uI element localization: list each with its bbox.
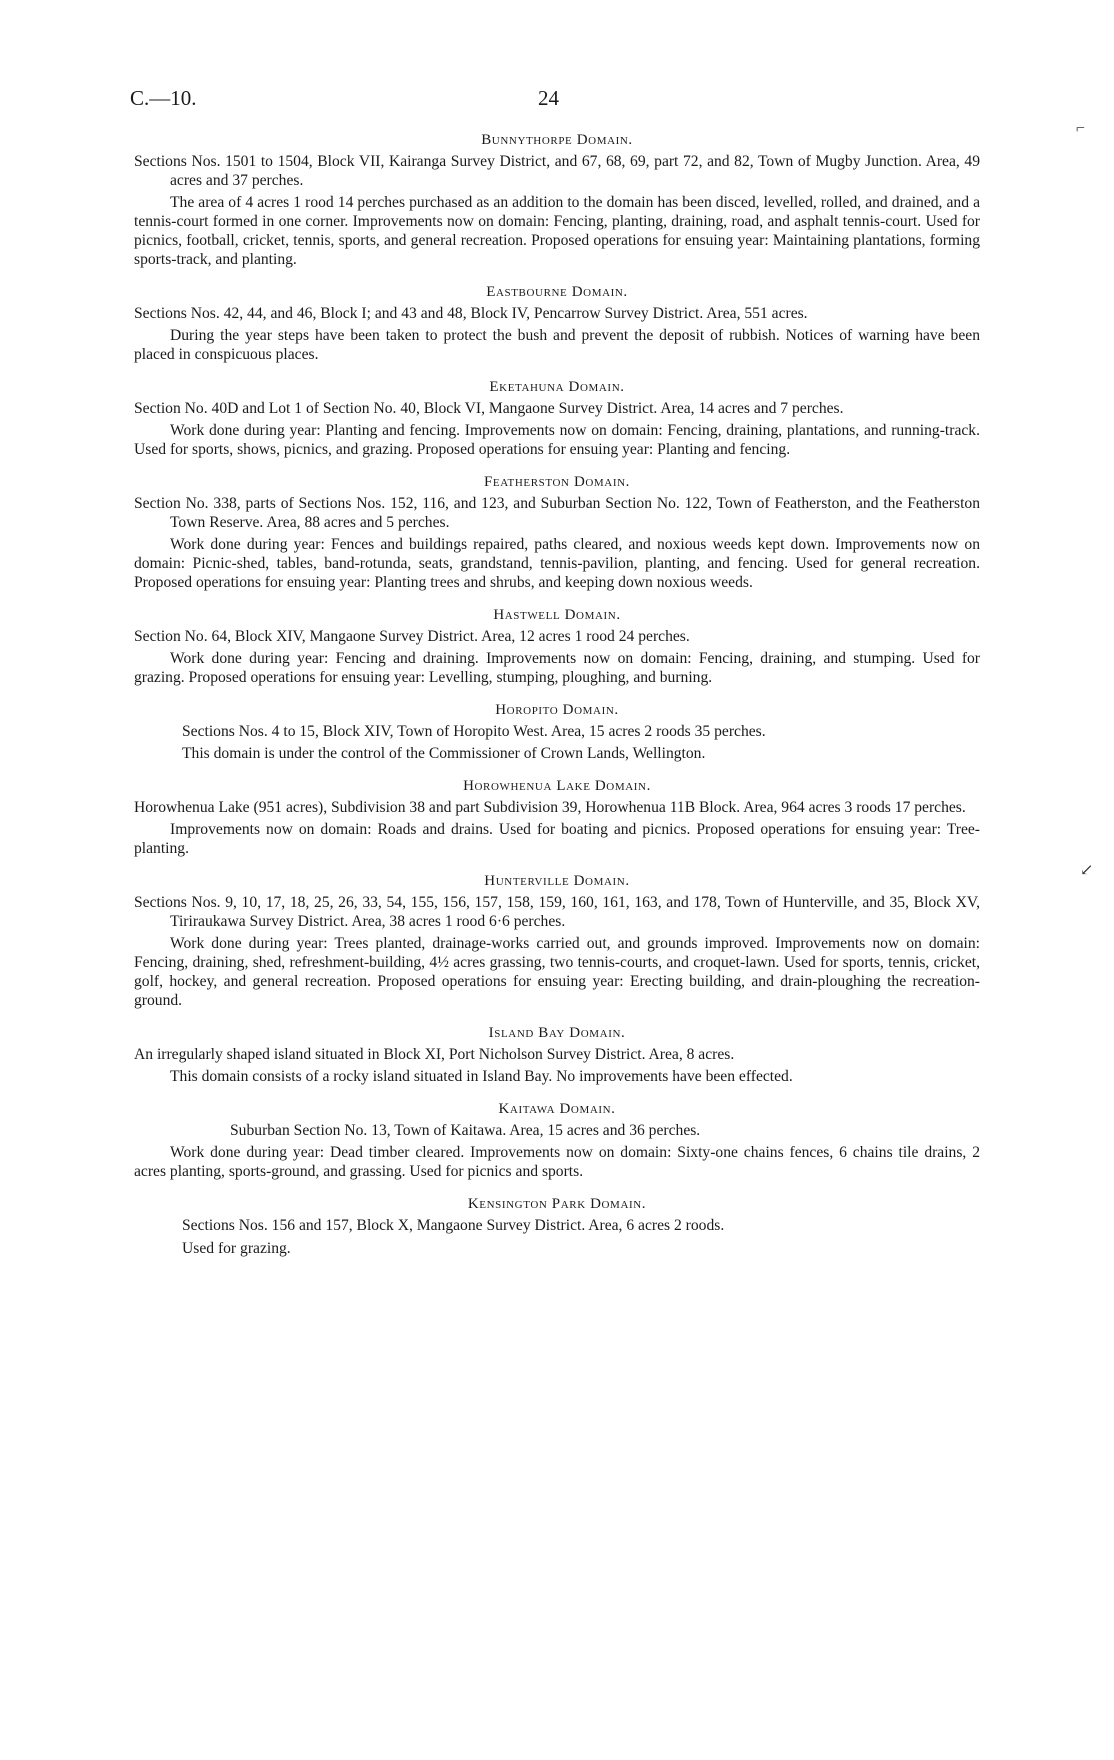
section-title: Kensington Park Domain. bbox=[467, 1196, 647, 1212]
section-description: Sections Nos. 9, 10, 17, 18, 25, 26, 33, 54, 155, 156, 157, 158, 159, 160, 161, 163, and 178, Town of Hunterville, and 35, Block XV, Tiriraukawa Survey District. Area, 38 acres 1 rood 6·6 perches. bbox=[134, 894, 980, 930]
domain-section-horowhenua-lake bbox=[134, 778, 980, 858]
document-reference: C.—10. bbox=[130, 86, 197, 110]
section-body: During the year steps have been taken to protect the bush and prevent the deposit of rubbish. Notices of warning have been placed in conspicuous places. bbox=[134, 327, 980, 363]
section-body: Work done during year: Planting and fencing. Improvements now on domain: Fencing, draining, plantations, and running-track. Used for sports, shows, picnics, and grazing. Proposed operations for ensuing year: Planting and fencing. bbox=[134, 422, 980, 458]
section-title: Island Bay Domain. bbox=[488, 1025, 626, 1041]
domain-section-bunnythorpe bbox=[134, 132, 980, 269]
page-header bbox=[130, 86, 982, 116]
section-body: Work done during year: Fences and buildings repaired, paths cleared, and noxious weeds kept down. Improvements now on domain: Picnic-shed, tables, band-rotunda, seats, grandstand, tennis-pavilion, planting, and fencing. Used for general recreation. Proposed operations for ensuing year: Planting trees and shrubs, and keeping down noxious weeds. bbox=[134, 536, 980, 591]
domain-section-eastbourne bbox=[134, 284, 980, 364]
section-title: Featherston Domain. bbox=[483, 474, 631, 490]
section-body: Improvements now on domain: Roads and drains. Used for boating and picnics. Proposed operations for ensuing year: Tree-planting. bbox=[134, 821, 980, 857]
section-title: Hastwell Domain. bbox=[493, 607, 621, 623]
domain-section-horopito bbox=[134, 702, 980, 763]
section-title: Bunnythorpe Domain. bbox=[481, 132, 633, 148]
domain-section-featherston bbox=[134, 474, 980, 592]
section-title: Eketahuna Domain. bbox=[489, 379, 625, 395]
section-title: Horopito Domain. bbox=[495, 702, 619, 718]
page-number: 24 bbox=[538, 86, 559, 110]
section-description: Horowhenua Lake (951 acres), Subdivision 38 and part Subdivision 39, Horowhenua 11B Block. Area, 964 acres 3 roods 17 perches. bbox=[134, 799, 966, 816]
margin-mark: ⌐ bbox=[1076, 120, 1086, 137]
domain-section-hastwell bbox=[134, 607, 980, 687]
section-description: Section No. 338, parts of Sections Nos. 152, 116, and 123, and Suburban Section No. 122, Town of Featherston, and the Featherston Town Reserve. Area, 88 acres and 5 perches. bbox=[134, 495, 980, 531]
domain-section-island-bay bbox=[134, 1025, 980, 1086]
section-description: Section No. 64, Block XIV, Mangaone Survey District. Area, 12 acres 1 rood 24 perches. bbox=[134, 628, 690, 645]
section-description: Sections Nos. 1501 to 1504, Block VII, Kairanga Survey District, and 67, 68, 69, part 72, and 82, Town of Mugby Junction. Area, 49 acres and 37 perches. bbox=[134, 153, 980, 189]
section-title: Horowhenua Lake Domain. bbox=[463, 778, 651, 794]
domain-entries bbox=[134, 132, 980, 1273]
domain-section-eketahuna bbox=[134, 379, 980, 459]
section-body: The area of 4 acres 1 rood 14 perches purchased as an addition to the domain has been disced, levelled, rolled, and drained, and a tennis-court formed in one corner. Improvements now on domain: Fencing, planting, draining, road, and asphalt tennis-court. Used for picnics, football, cricket, tennis, sports, and general recreation. Proposed operations for ensuing year: Maintaining plantations, forming sports-track, and planting. bbox=[134, 194, 980, 268]
section-body: Work done during year: Trees planted, drainage-works carried out, and grounds improved. Improvements now on domain: Fencing, draining, shed, refreshment-building, 4½ acres grassing, two tennis-courts, and croquet-lawn. Used for sports, tennis, cricket, golf, hockey, and general recreation. Proposed operations for ensuing year: Erecting building, and drain-ploughing the recreation-ground. bbox=[134, 935, 980, 1009]
domain-section-hunterville bbox=[134, 873, 980, 1010]
section-body: Work done during year: Dead timber cleared. Improvements now on domain: Sixty-one chains fences, 6 chains tile drains, 2 acres planting, sports-ground, and grassing. Used for picnics and sports. bbox=[134, 1144, 980, 1180]
section-title: Hunterville Domain. bbox=[484, 873, 630, 889]
section-title: Eastbourne Domain. bbox=[486, 284, 628, 300]
section-description: Sections Nos. 42, 44, and 46, Block I; and 43 and 48, Block IV, Pencarrow Survey District. Area, 551 acres. bbox=[134, 305, 808, 322]
domain-section-kensington-park bbox=[134, 1196, 980, 1258]
section-description: Suburban Section No. 13, Town of Kaitawa. Area, 15 acres and 36 perches. bbox=[230, 1122, 701, 1139]
section-description: An irregularly shaped island situated in Block XI, Port Nicholson Survey District. Area, 8 acres. bbox=[134, 1046, 735, 1063]
domain-section-kaitawa bbox=[134, 1101, 980, 1181]
section-description: Sections Nos. 156 and 157, Block X, Mangaone Survey District. Area, 6 acres 2 roods. bbox=[182, 1217, 725, 1234]
section-body: This domain consists of a rocky island situated in Island Bay. No improvements have been effected. bbox=[170, 1068, 793, 1085]
section-description: Sections Nos. 4 to 15, Block XIV, Town of Horopito West. Area, 15 acres 2 roods 35 perches. bbox=[182, 723, 766, 740]
section-description: Section No. 40D and Lot 1 of Section No. 40, Block VI, Mangaone Survey District. Area, 14 acres and 7 perches. bbox=[134, 400, 844, 417]
section-title: Kaitawa Domain. bbox=[498, 1101, 616, 1117]
margin-mark: ↙ bbox=[1080, 862, 1094, 879]
section-body: Used for grazing. bbox=[182, 1240, 291, 1257]
section-body: This domain is under the control of the Commissioner of Crown Lands, Wellington. bbox=[182, 745, 706, 762]
section-body: Work done during year: Fencing and draining. Improvements now on domain: Fencing, draining, and stumping. Used for grazing. Proposed operations for ensuing year: Levelling, stumping, ploughing, and burning. bbox=[134, 650, 980, 686]
